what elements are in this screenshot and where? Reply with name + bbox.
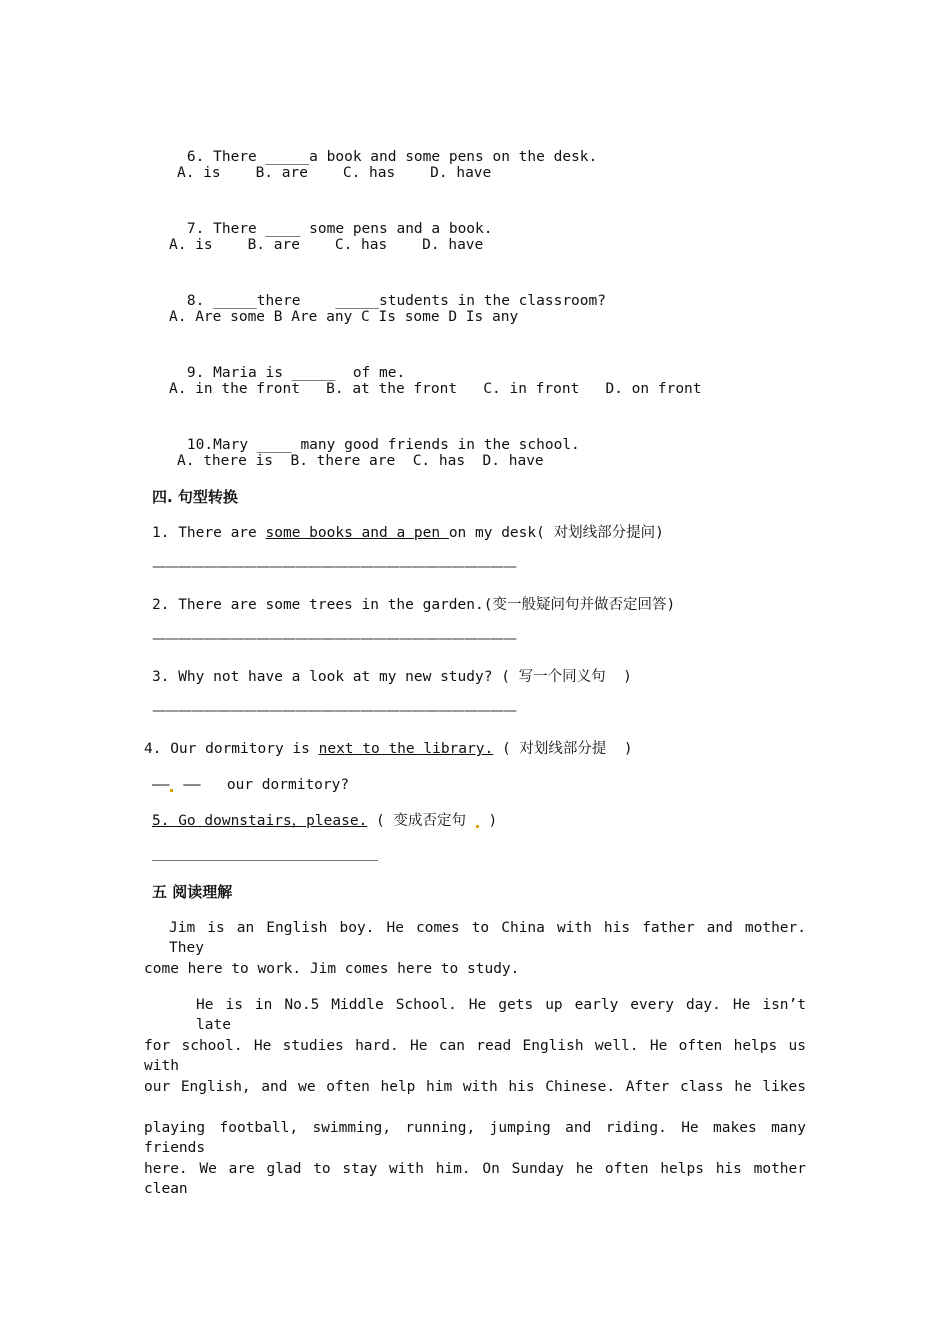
question-6: 6. There _____a book and some pens on the desk. — [186, 149, 598, 165]
answer-line-1: ———————————————————————————— — [152, 559, 516, 575]
question-6-options: A. is B. are C. has D. have — [177, 165, 492, 181]
mark-dot — [476, 825, 479, 828]
transform-item-1: 1. There are some books and a pen on my desk( 对划线部分提问) — [152, 525, 664, 541]
question-8: 8. _____there _____students in the classroom? — [186, 293, 606, 309]
question-9: 9. Maria is _____ of me. — [186, 365, 406, 381]
question-7-options: A. is B. are C. has D. have — [169, 237, 484, 253]
transform-item-2: 2. There are some trees in the garden.(变一般疑问句并做否定回答) — [152, 597, 676, 613]
reading-p2-line-5: here. We are glad to stay with him. On Sunday he often helps his mother clean — [144, 1161, 806, 1197]
question-8-options: A. Are some B Are any C Is some D Is any — [169, 309, 519, 325]
reading-p1-line-2: come here to work. Jim comes here to study. — [144, 961, 520, 977]
reading-p2-line-4: playing football, swimming, running, jumping and riding. He makes many friends — [144, 1120, 806, 1156]
section-4-title: 四. 句型转换 — [152, 488, 238, 506]
transform-item-4-answer: —— —— our dormitory? — [152, 777, 350, 793]
question-10: 10.Mary ____ many good friends in the school. — [186, 437, 580, 453]
transform-item-4: 4. Our dormitory is next to the library. ( 对划线部分提 ) — [144, 741, 633, 757]
transform-item-3: 3. Why not have a look at my new study? ( 写一个同义句 ) — [152, 669, 632, 685]
reading-p1-line-1: Jim is an English boy. He comes to China with his father and mother. They — [169, 920, 806, 956]
question-9-options: A. in the front B. at the front C. in front D. on front — [169, 381, 702, 397]
question-7: 7. There ____ some pens and a book. — [186, 221, 493, 237]
answer-line-3: ———————————————————————————— — [152, 703, 516, 719]
reading-p2-line-2: for school. He studies hard. He can read English well. He often helps us with — [144, 1038, 806, 1074]
reading-p2-line-1: He is in No.5 Middle School. He gets up early every day. He isn’t late — [196, 997, 806, 1033]
question-10-options: A. there is B. there are C. has D. have — [177, 453, 544, 469]
answer-line-5 — [152, 860, 378, 861]
section-5-title: 五 阅读理解 — [152, 883, 233, 901]
transform-item-5: 5. Go downstairs，please. ( 变成否定句 ) — [152, 813, 498, 829]
answer-line-2: ———————————————————————————— — [152, 631, 516, 647]
reading-p2-line-3: our English, and we often help him with his Chinese. After class he likes — [144, 1079, 806, 1095]
